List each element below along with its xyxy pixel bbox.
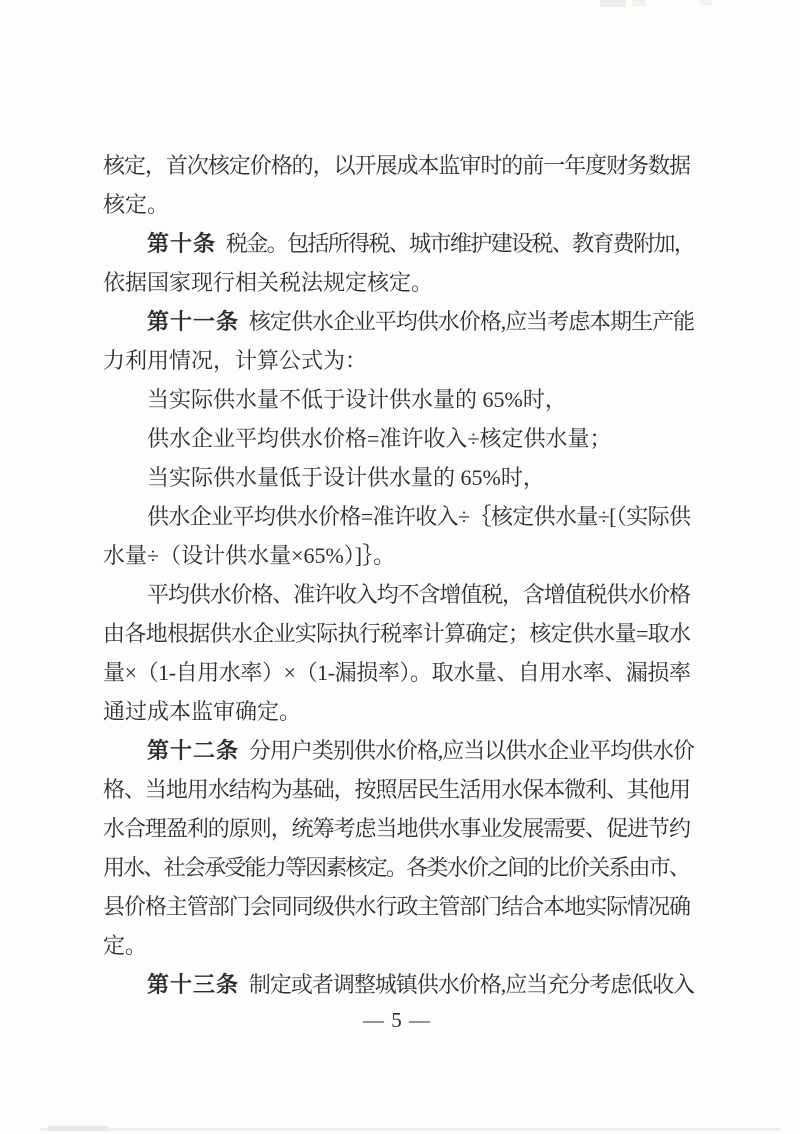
text-line-content: 定。 [103,933,148,958]
text-line-content: 用水、社会承受能力等因素核定。各类水价之间的比价关系由市、 [103,855,690,880]
scan-artifact-bottom-line [40,1128,780,1131]
scan-artifact-bottom-smudge [48,1126,108,1131]
article-number-label: 第十条 [147,231,217,256]
article-number-label: 第十二条 [147,738,240,763]
article-number-label: 第十一条 [147,309,240,334]
text-line-content: 第十三条 制定或者调整城镇供水价格,应当充分考虑低收入 [147,972,695,997]
text-line [103,380,691,419]
text-line-content: 供水企业平均供水价格=准许收入÷核定供水量； [147,426,612,451]
text-line [103,926,691,965]
text-line [103,848,691,887]
article-heading-line [103,965,695,1004]
article-heading-line [103,731,695,770]
text-line [103,458,691,497]
text-line-content: 依据国家现行相关税法规定核定。 [103,270,434,295]
text-line-content: 由各地根据供水企业实际执行税率计算确定；核定供水量=取水 [103,621,691,646]
text-line-content: 核定。 [103,192,170,217]
text-line-content: 当实际供水量不低于设计供水量的 65%时， [147,387,567,412]
text-line [103,536,691,575]
text-line-content: 水量÷（设计供水量×65%）]｝。 [103,543,396,568]
text-line-content: 水合理盈利的原则，统筹考虑当地供水事业发展需要、促进节约 [103,816,690,841]
text-line-content: 平均供水价格、准许收入均不含增值税，含增值税供水价格 [147,582,690,607]
document-body-text [103,146,695,1004]
text-line [103,887,691,926]
text-line [103,614,691,653]
text-line-content: 当实际供水量低于设计供水量的 65%时， [147,465,545,490]
text-line [103,809,691,848]
text-line-content: 格、当地用水结构为基础，按照居民生活用水保本微利、其他用 [103,777,690,802]
text-line-content: 第十一条 核定供水企业平均供水价格,应当考虑本期生产能 [147,309,695,334]
text-line-content: 核定，首次核定价格的，以开展成本监审时的前一年度财务数据 [103,153,690,178]
text-line [103,770,691,809]
text-line-content: 第十条 税金。包括所得税、城市维护建设税、教育费附加， [147,231,695,256]
text-line-content: 力利用情况，计算公式为： [103,348,368,373]
text-line [103,497,691,536]
text-line [103,692,691,731]
text-line [103,575,691,614]
scan-artifact-top-smudge [700,0,712,5]
scan-artifact-top-smudge [600,0,626,7]
text-line-content: 第十二条 分用户类别供水价格,应当以供水企业平均供水价 [147,738,695,763]
page-number: — 5 — [363,1008,431,1032]
text-line [103,263,691,302]
article-heading-line [103,302,695,341]
text-line-content: 县价格主管部门会同同级供水行政主管部门结合本地实际情况确 [103,894,690,919]
text-line [103,653,691,692]
text-line [103,419,691,458]
article-number-label: 第十三条 [147,972,240,997]
text-line-content: 供水企业平均供水价格=准许收入÷｛核定供水量÷[（实际供 [147,504,691,529]
text-line-content: 通过成本监审确定。 [103,699,302,724]
text-line [103,341,691,380]
text-line [103,146,691,185]
text-line [103,185,691,224]
article-heading-line [103,224,695,263]
scan-artifact-top-smudge [632,0,646,6]
text-line-content: 量×（1-自用水率）×（1-漏损率）。取水量、自用水率、漏损率 [103,660,691,685]
